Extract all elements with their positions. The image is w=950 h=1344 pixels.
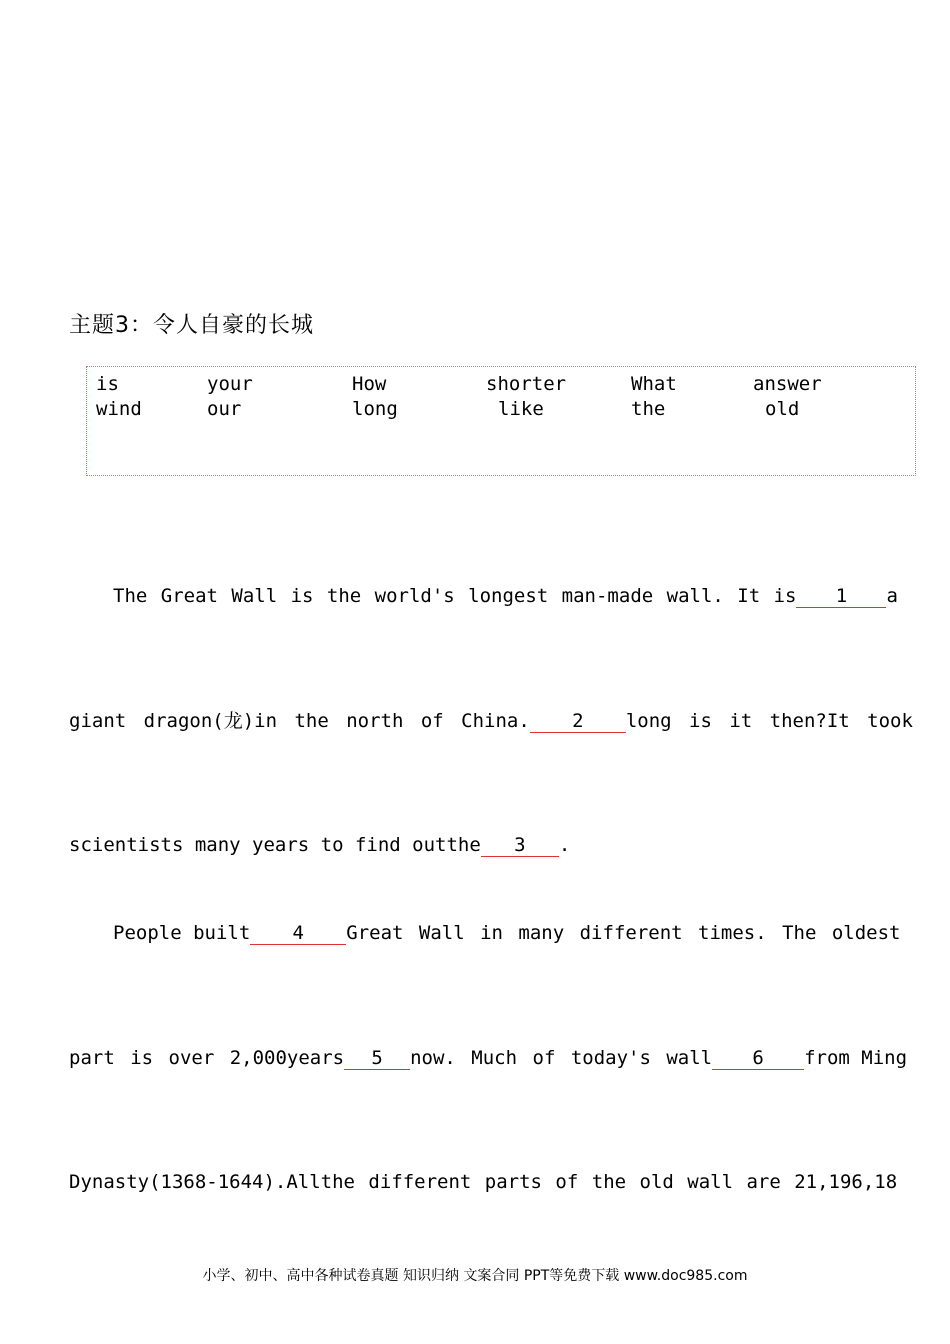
passage-text: The Great Wall is the world's longest man-made wall. It is: [113, 585, 797, 607]
passage-text: giant dragon(龙)in the north of China.: [69, 710, 530, 732]
word-bank-item: the: [631, 398, 666, 420]
passage-line-6: [69, 1169, 898, 1195]
passage-line-4: [113, 920, 901, 946]
passage-text: .: [558, 834, 571, 856]
passage-line-5: [69, 1045, 908, 1071]
passage-text: scientists many years to find outthe: [69, 834, 481, 856]
word-bank-item: answer: [753, 373, 822, 395]
passage-text: from Ming: [804, 1047, 908, 1069]
passage-text: Great Wall in many different times. The oldest: [346, 922, 901, 944]
word-bank-item: How: [352, 373, 387, 395]
passage-text: part is over 2,000years: [69, 1047, 345, 1069]
word-bank-item: What: [631, 373, 677, 395]
word-bank-item: shorter: [486, 373, 567, 395]
passage-line-1: [113, 583, 898, 609]
word-bank-item: our: [207, 398, 242, 420]
blank-5[interactable]: 5: [344, 1047, 410, 1070]
passage-text: People built: [113, 922, 251, 944]
word-bank-item: is: [96, 373, 119, 395]
passage-text: Dynasty(1368-1644).Allthe different parts of the old wall are 21,196,18: [69, 1171, 898, 1193]
passage-line-2: [69, 708, 913, 734]
passage-text: long is it then?It took: [625, 710, 913, 732]
blank-6[interactable]: 6: [712, 1047, 804, 1070]
passage-text: now. Much of today's wall: [410, 1047, 713, 1069]
passage-text: a: [886, 585, 898, 607]
word-bank-item: your: [207, 373, 253, 395]
word-bank-item: long: [352, 398, 398, 420]
page-footer: 小学、初中、高中各种试卷真题 知识归纳 文案合同 PPT等免费下载 www.doc985.com: [202, 1268, 748, 1284]
blank-1[interactable]: 1: [796, 585, 886, 608]
section-title: 主题3：令人自豪的长城: [69, 313, 314, 338]
word-bank-box: [86, 366, 916, 476]
word-bank-item: like: [498, 398, 544, 420]
word-bank-item: wind: [96, 398, 142, 420]
passage-line-3: [69, 832, 882, 858]
word-bank-item: old: [765, 398, 800, 420]
blank-3[interactable]: 3: [481, 834, 559, 857]
blank-4[interactable]: 4: [250, 922, 346, 945]
blank-2[interactable]: 2: [530, 710, 626, 733]
